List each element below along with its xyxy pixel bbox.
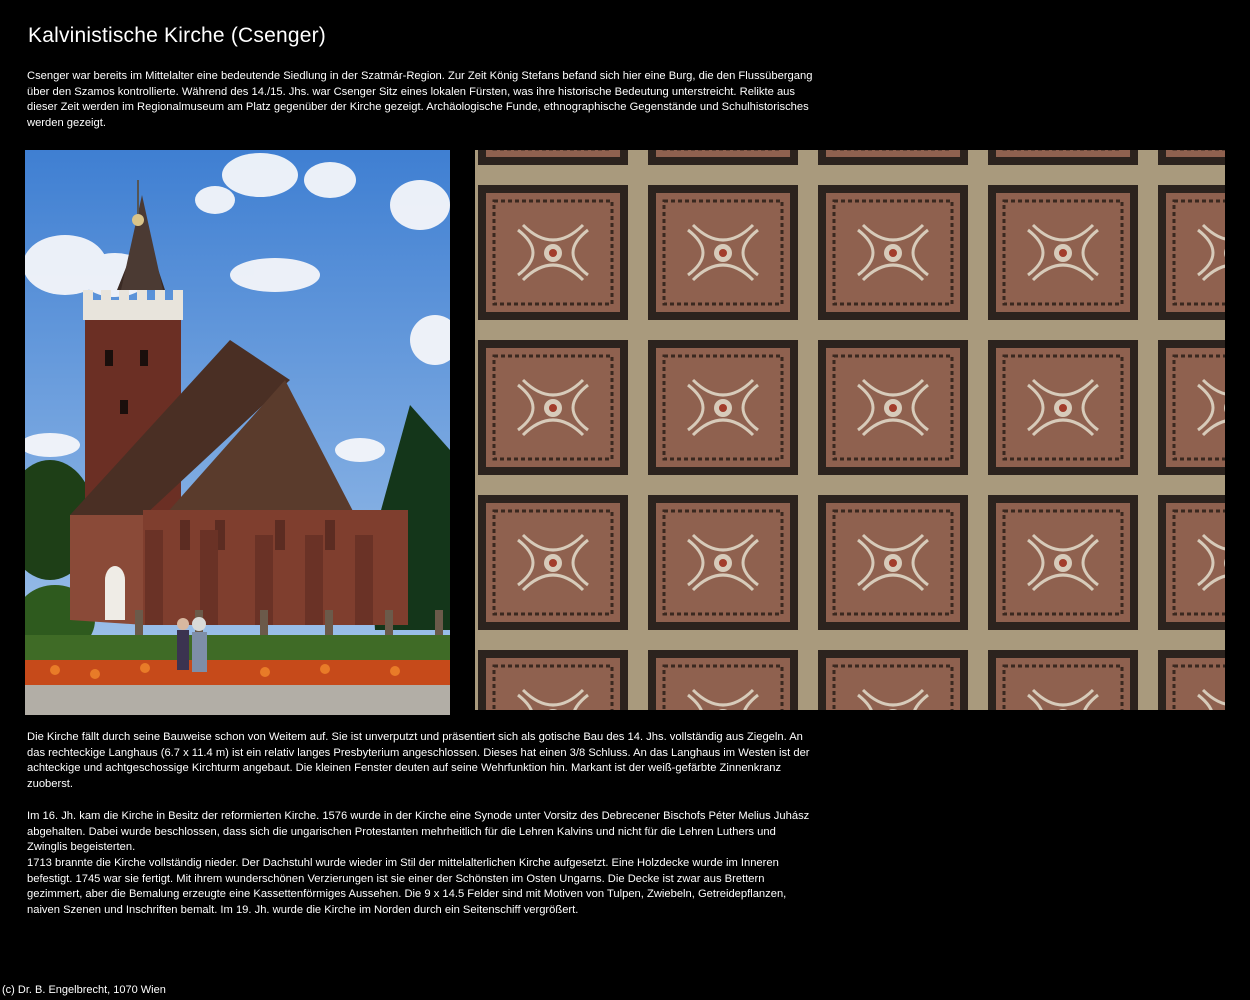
- paragraph-ceiling: 1713 brannte die Kirche vollständig nieder. Der Dachstuhl wurde wieder im Stil der mittelalterlichen Kirche aufgesetzt. Eine Holzdecke wurde im Inneren befestigt. 1745 war sie fertigt. Mit ihrem wunderschönen Verzierungen ist sie einer der Schönsten im Osten Ungarns. Die Decke ist zwar aus Brettern gezimmert, aber die Bemalung erzeugte eine Kassettenförmiges Aussehen. Die 9 x 14.5 Felder sind mit Motiven von Tulpen, Zwiebeln, Getreidepflanzen, naiven Szenen und Inschriften bemalt. Im 19. Jh. wurde die Kirche im Norden durch ein Seitenschiff vergrößert.: [27, 857, 787, 917]
- page-title: Kalvinistische Kirche (Csenger): [28, 24, 326, 47]
- ceiling-photo: [475, 150, 1225, 710]
- church-photo: [25, 150, 450, 715]
- copyright-footer: (c) Dr. B. Engelbrecht, 1070 Wien: [2, 984, 166, 996]
- paragraph-reformation: Im 16. Jh. kam die Kirche in Besitz der reformierten Kirche. 1576 wurde in der Kirche eine Synode unter Vorsitz des Debrecener Bischofs Péter Melius Juhász abgehalten. Dabei wurde beschlossen, dass sich die ungarischen Protestanten mehrheitlich für die Lehren Kalvins und nicht für die Lehren Luthers und Zwinglis begeisterten.: [27, 810, 810, 854]
- intro-text: Csenger war bereits im Mittelalter eine bedeutende Siedlung in der Szatmár-Region. Zur Zeit König Stefans befand sich hier eine Burg, die den Flussübergang über den Szamos kontrollierte. Während des 14./15. Jhs. war Csenger Sitz eines lokalen Fürsten, was ihre historische Bedeutung unterstreicht. Relikte aus dieser Zeit werden im Regionalmuseum am Platz gegenüber der Kirche gezeigt. Archäologische Funde, ethnographische Gegenstände und Schulhistorisches werden gezeigt.: [27, 70, 813, 130]
- paragraph-architecture: Die Kirche fällt durch seine Bauweise schon von Weitem auf. Sie ist unverputzt und präsentiert sich als gotische Bau des 14. Jhs. vollständig aus Ziegeln. An das rechteckige Langhaus (6.7 x 11.4 m) ist ein relativ langes Presbyterium angeschlossen. Dieses hat einen 3/8 Schluss. An das Langhaus im Westen ist der achteckige und achtgeschossige Kirchturm angebaut. Die kleinen Fenster deuten auf seine Wehrfunktion hin. Markant ist der weiß-gefärbte Zinnenkranz zuoberst.: [27, 731, 810, 791]
